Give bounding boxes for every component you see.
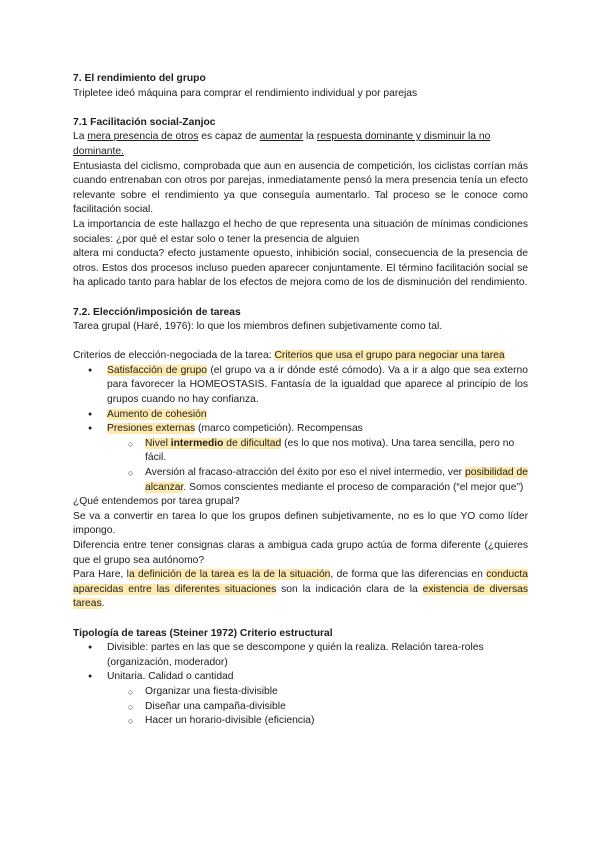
hare-paragraph: Para Hare, la definición de la tarea es la de la situación, de forma que las diferencias en conducta aparecidas entre las diferentes situaciones son la indicación clara de la existencia de diversas tareas.	[73, 569, 528, 610]
cycling-paragraph: Entusiasta del ciclismo, comprobada que aun en ausencia de competición, los ciclistas corrían más cuando entrenaban con otros por parejas, inmediatamente pensó la mera presencia tenía un efecto relevante sobre el rendimiento ya que conseguía aumentarlo. Tal proceso se le conoce como facilitación social.	[73, 160, 528, 216]
subbullet-schedule: ○ Hacer un horario-divisible (eficiencia)	[73, 714, 528, 729]
bullet-unitary: ● Unitaria. Calidad o cantidad	[73, 670, 528, 685]
section-7-1-heading: 7.1 Facilitación social-Zanjoc	[73, 116, 216, 128]
subbullet-aversion: ○ Aversión al fracaso-atracción del éxito por eso el nivel intermedio, ver posibilidad de alcanzar. Somos conscientes mediante el proceso de comparación (“el mejor que”)	[73, 466, 528, 495]
bullet-divisible: ● Divisible: partes en las que se descompone y quién la realiza. Relación tarea-roles (organización, moderador)	[73, 641, 528, 670]
subbullet-intermediate-level: ○ Nivel intermedio de dificultad (es lo que nos motiva). Una tarea sencilla, pero no fácil.	[73, 437, 528, 466]
subbullet-party: ○ Organizar una fiesta-divisible	[73, 685, 528, 700]
answer-paragraph-1: Se va a convertir en tarea lo que los grupos definen subjetivamente, no es lo que YO como líder impongo.	[73, 510, 528, 537]
underlined-dominant-response: respuesta dominante y disminuir la no dominante.	[73, 131, 491, 157]
answer-paragraph-2: Diferencia entre tener consignas claras a ambigua cada grupo actúa de forma diferente (¿quieres que el grupo sea autónomo?	[73, 540, 528, 566]
inhibition-paragraph: altera mi conducta? efecto justamente opuesto, inhibición social, consecuencia de la presencia de otros. Estos dos procesos incluso pueden aparecer conjuntamente. El término facilitación social se ha aplicado tanto para hablar de los efectos de mejora como de los de disminución del rendimiento.	[73, 248, 528, 289]
bullet-external-pressures: ● Presiones externas (marco competición). Recompensas	[73, 422, 528, 437]
importance-paragraph: La importancia de este hallazgo el hecho de que representa una situación de mínimas condiciones sociales: ¿por qué el estar solo o tener la presencia de alguien	[73, 218, 528, 245]
underlined-mere-presence: mera presencia de otros	[87, 131, 199, 143]
section-7-line: Tripletee ideó máquina para comprar el rendimiento individual y por parejas	[73, 87, 418, 99]
typology-heading: Tipología de tareas (Steiner 1972) Criterio estructural	[73, 627, 333, 639]
group-task-question: ¿Qué entendemos por tarea grupal?	[73, 496, 240, 508]
section-7-2-heading: 7.2. Elección/imposición de tareas	[73, 306, 241, 318]
mere-presence-paragraph: La mera presencia de otros es capaz de aumentar la respuesta dominante y disminuir la no dominante.	[73, 131, 491, 157]
section-7-heading: 7. El rendimiento del grupo	[73, 73, 206, 84]
criteria-line: Criterios de elección-negociada de la tarea: Criterios que usa el grupo para negociar una tarea	[73, 350, 505, 362]
bullet-cohesion: ● Aumento de cohesión	[73, 408, 528, 423]
bullet-satisfaction: ● Satisfacción de grupo (el grupo va a ir dónde esté cómodo). Va a ir a algo que sea externo para favorecer la HOMEOSTASIS. Fantasía de la igualdad que aparece al principio de los grupos cuando no hay confianza.	[73, 364, 528, 408]
subbullet-campaign: ○ Diseñar una campaña-divisible	[73, 700, 528, 715]
criteria-highlight: Criterios que usa el grupo para negociar una tarea	[274, 350, 505, 362]
document-content	[73, 72, 528, 729]
group-task-definition: Tarea grupal (Haré, 1976): lo que los miembros definen subjetivamente como tal.	[73, 321, 443, 333]
underlined-increase: aumentar	[259, 131, 304, 143]
